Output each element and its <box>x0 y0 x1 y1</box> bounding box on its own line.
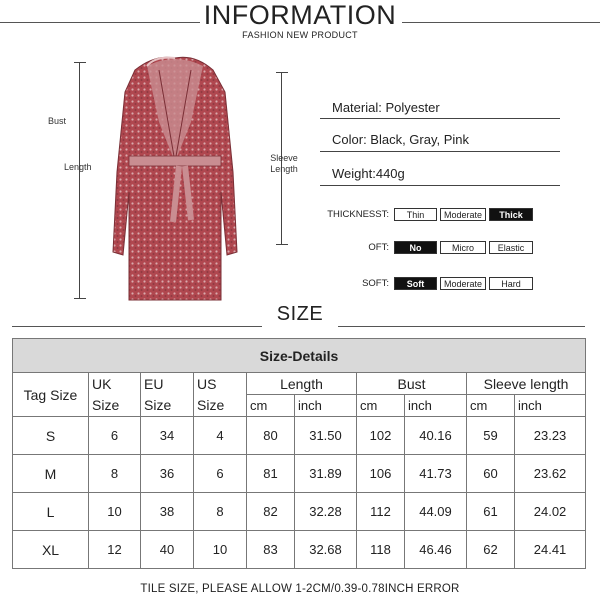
cell-tag: M <box>13 455 89 493</box>
thickness-option-thick: Thick <box>489 208 533 221</box>
soft-option-moderate: Moderate <box>440 277 486 290</box>
cell-uk: 12 <box>89 531 141 569</box>
subheader-cm: cm <box>357 395 405 417</box>
table-row <box>13 455 586 493</box>
header-eu-size: EU Size <box>141 373 194 417</box>
info-rule-2 <box>320 151 560 152</box>
table-caption: Size-Details <box>13 339 586 373</box>
cell-bust-cm: 102 <box>357 417 405 455</box>
subheader-cm: cm <box>247 395 295 417</box>
subheader-inch: inch <box>405 395 467 417</box>
cell-length-inch: 32.28 <box>295 493 357 531</box>
subheader-inch: inch <box>295 395 357 417</box>
thickness-option-moderate: Moderate <box>440 208 486 221</box>
cell-length-cm: 82 <box>247 493 295 531</box>
cell-length-cm: 83 <box>247 531 295 569</box>
cell-us: 8 <box>194 493 247 531</box>
size-details-table <box>12 338 586 569</box>
length-label: Length <box>64 162 92 172</box>
sleeve-guide-top-tick <box>276 72 288 73</box>
cell-length-inch: 31.89 <box>295 455 357 493</box>
cell-uk: 6 <box>89 417 141 455</box>
cell-sleeve-inch: 23.23 <box>515 417 586 455</box>
subheader-inch: inch <box>515 395 586 417</box>
cell-sleeve-cm: 62 <box>467 531 515 569</box>
header-rule-right <box>402 22 600 23</box>
cell-eu: 36 <box>141 455 194 493</box>
header-us-size: US Size <box>194 373 247 417</box>
material-text: Material: Polyester <box>332 100 440 115</box>
info-rule-1 <box>320 118 560 119</box>
cell-sleeve-cm: 60 <box>467 455 515 493</box>
size-error-footnote: TILE SIZE, PLEASE ALLOW 1-2CM/0.39-0.78INCH ERROR <box>140 583 460 595</box>
cell-tag: S <box>13 417 89 455</box>
table-row <box>13 417 586 455</box>
page-title: INFORMATION <box>203 0 397 30</box>
sleeve-guide-bottom-tick <box>276 244 288 245</box>
cell-eu: 34 <box>141 417 194 455</box>
soft-option-soft: Soft <box>394 277 437 290</box>
cell-length-cm: 81 <box>247 455 295 493</box>
oft-option-micro: Micro <box>440 241 486 254</box>
header-length: Length <box>247 373 357 395</box>
cell-sleeve-cm: 59 <box>467 417 515 455</box>
cell-uk: 8 <box>89 455 141 493</box>
cell-tag: L <box>13 493 89 531</box>
cell-bust-inch: 40.16 <box>405 417 467 455</box>
cell-length-inch: 31.50 <box>295 417 357 455</box>
cell-uk: 10 <box>89 493 141 531</box>
thickness-option-thin: Thin <box>394 208 437 221</box>
cell-bust-cm: 118 <box>357 531 405 569</box>
cell-length-cm: 80 <box>247 417 295 455</box>
bust-label: Bust <box>48 116 67 126</box>
oft-label: OFT: <box>368 242 389 253</box>
cell-us: 10 <box>194 531 247 569</box>
header-bust: Bust <box>357 373 467 395</box>
header-sleeve-length: Sleeve length <box>467 373 586 395</box>
cell-eu: 40 <box>141 531 194 569</box>
page-subtitle: FASHION NEW PRODUCT <box>242 30 358 40</box>
header-uk-size: UK Size <box>89 373 141 417</box>
soft-option-hard: Hard <box>489 277 533 290</box>
cell-bust-inch: 44.09 <box>405 493 467 531</box>
cell-sleeve-inch: 23.62 <box>515 455 586 493</box>
soft-label: SOFT: <box>362 278 389 289</box>
size-rule-right <box>338 326 585 327</box>
sleeve-label-line2: Length <box>270 164 298 174</box>
table-row <box>13 531 586 569</box>
size-heading: SIZE <box>276 303 324 325</box>
cell-tag: XL <box>13 531 89 569</box>
subheader-cm: cm <box>467 395 515 417</box>
length-guide-top-tick <box>74 62 86 63</box>
table-row <box>13 493 586 531</box>
cell-bust-cm: 112 <box>357 493 405 531</box>
thickness-label: THICKNESST: <box>327 209 389 220</box>
cell-sleeve-inch: 24.41 <box>515 531 586 569</box>
cell-eu: 38 <box>141 493 194 531</box>
weight-text: Weight:440g <box>332 166 405 181</box>
info-rule-3 <box>320 185 560 186</box>
header-tag-size: Tag Size <box>13 373 89 417</box>
cell-length-inch: 32.68 <box>295 531 357 569</box>
cell-bust-inch: 46.46 <box>405 531 467 569</box>
sleeve-label-line1: Sleeve <box>270 153 298 163</box>
size-rule-left <box>12 326 262 327</box>
cell-us: 6 <box>194 455 247 493</box>
cell-bust-cm: 106 <box>357 455 405 493</box>
oft-option-elastic: Elastic <box>489 241 533 254</box>
coat-product-image <box>95 52 255 307</box>
cell-sleeve-cm: 61 <box>467 493 515 531</box>
oft-option-no: No <box>394 241 437 254</box>
cell-bust-inch: 41.73 <box>405 455 467 493</box>
color-text: Color: Black, Gray, Pink <box>332 132 470 147</box>
sleeve-length-label <box>266 153 302 175</box>
cell-sleeve-inch: 24.02 <box>515 493 586 531</box>
length-guide-bottom-tick <box>74 298 86 299</box>
cell-us: 4 <box>194 417 247 455</box>
length-guide-line <box>79 62 80 298</box>
